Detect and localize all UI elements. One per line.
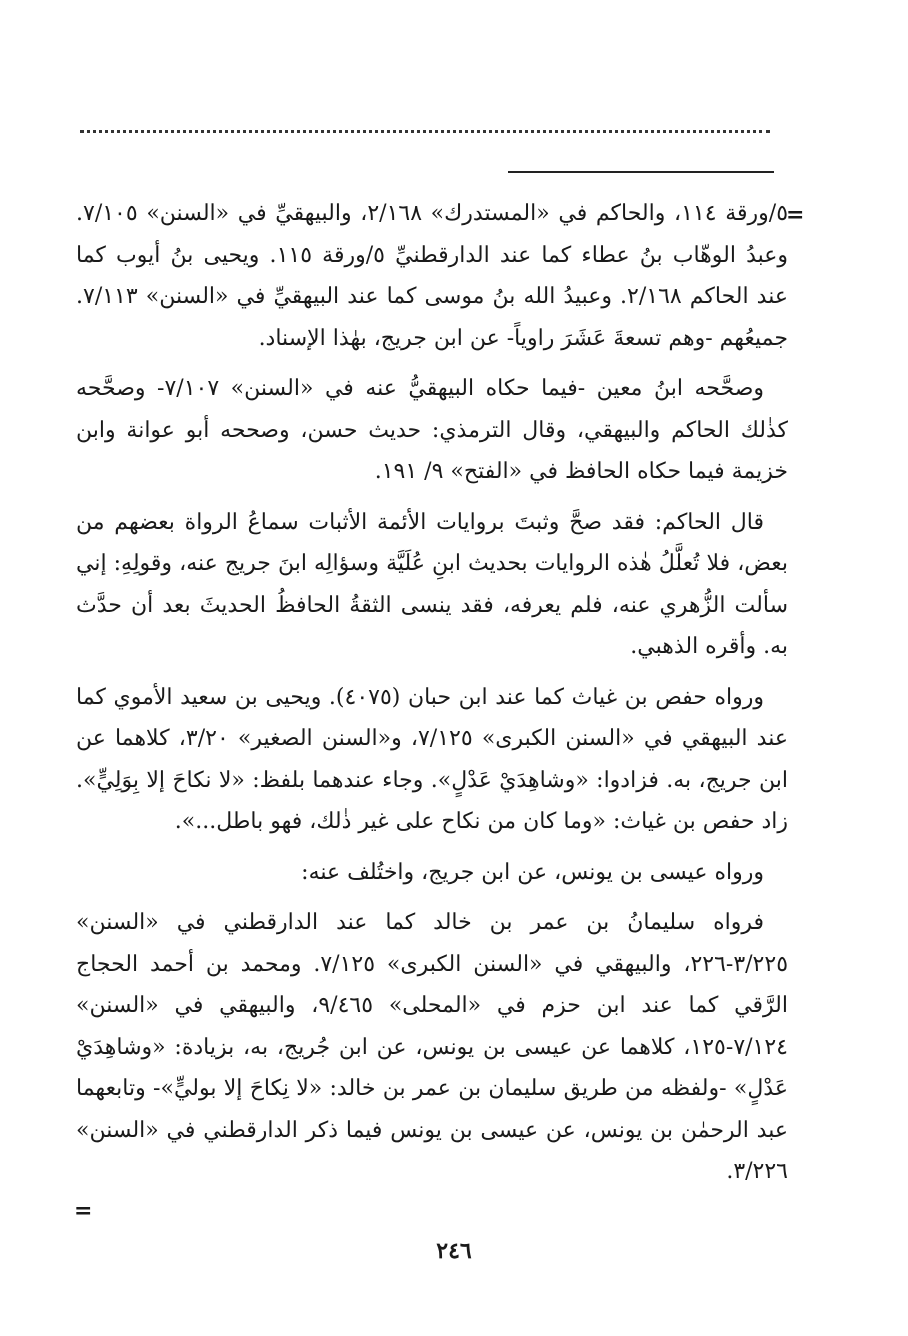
- header-dotted-rule: [80, 130, 770, 133]
- footnote-paragraph: ورواه حفص بن غياث كما عند ابن حبان (٤٠٧٥). ويحيى بن سعيد الأموي كما عند البيهقي في «السنن الكبرى» ٧/١٢٥، و«السنن الصغير» ٣/٢٠، كلاهما عن ابن جريج، به. فزادوا: «وشاهِدَيْ عَدْلٍ». وجاء عندهما بلفظ: «لا نكاحَ إلا بِوَلِيٍّ». زاد حفص بن غياث: «وما كان من نكاح على غير ذٰلك، فهو باطل...».: [76, 684, 788, 834]
- footnote-paragraph: ورواه عيسى بن يونس، عن ابن جريج، واختُلف عنه:: [301, 859, 764, 885]
- continuation-mark-start: =: [786, 202, 805, 228]
- footnote-separator-rule: [508, 171, 774, 173]
- footnote-paragraph: فرواه سليمانُ بن عمر بن خالد كما عند الدارقطني في «السنن» ٣/٢٢٥-٢٢٦، والبيهقي في «السنن الكبرى» ٧/١٢٥. ومحمد بن أحمد الحجاج الرَّقي كما عند ابن حزم في «المحلى» ٩/٤٦٥، والبيهقي في «السنن» ٧/١٢٤-١٢٥، كلاهما عن عيسى بن يونس، عن ابن جُريج، به، بزيادة: «وشاهِدَيْ عَدْلٍ» -ولفظه من طريق سليمان بن عمر بن خالد: «لا نِكاحَ إلا بوليٍّ»- وتابعهما عبد الرحمٰن بن يونس، عن عيسى بن يونس فيما ذكر الدارقطني في «السنن» ٣/٢٢٦.: [76, 910, 789, 1184]
- footnote-paragraph: وصحَّحه ابنُ معين -فيما حكاه البيهقيُّ عنه في «السنن» ٧/١٠٧- وصحَّحه كذٰلك الحاكم والبيهقي، وقال الترمذي: حديث حسن، وصححه أبو عوانة وابن خزيمة فيما حكاه الحافظ في «الفتح» ٩/ ١٩١.: [76, 376, 788, 484]
- continuation-mark-end: =: [74, 1198, 93, 1224]
- page-number: ٢٤٦: [436, 1238, 472, 1264]
- footnote-paragraph: قال الحاكم: فقد صحَّ وثبتَ بروايات الأئمة الأثبات سماعُ الرواة بعضهم من بعض، فلا تُعلَّلُ هٰذه الروايات بحديث ابنِ عُلَيَّة وسؤالِه ابنَ جريج عنه، وقولِهِ: إني سألت الزُّهري عنه، فلم يعرفه، فقد ينسى الثقةُ الحافظُ الحديثَ بعد أن حدَّث به. وأقره الذهبي.: [76, 509, 788, 659]
- footnote-body: [76, 193, 788, 1202]
- footnote-paragraph: ٥/ورقة ١١٤، والحاكم في «المستدرك» ٢/١٦٨، والبيهقيِّ في «السنن» ٧/١٠٥. وعبدُ الوهّاب بنُ عطاء كما عند الدارقطنيِّ ٥/ورقة ١١٥. ويحيى بنُ أيوب كما عند الحاكم ٢/١٦٨. وعبيدُ الله بنُ موسى كما عند البيهقيِّ في «السنن» ٧/١١٣. جميعُهم -وهم تسعةَ عَشَرَ راوياً- عن ابن جريج، بهٰذا الإسناد.: [76, 201, 789, 351]
